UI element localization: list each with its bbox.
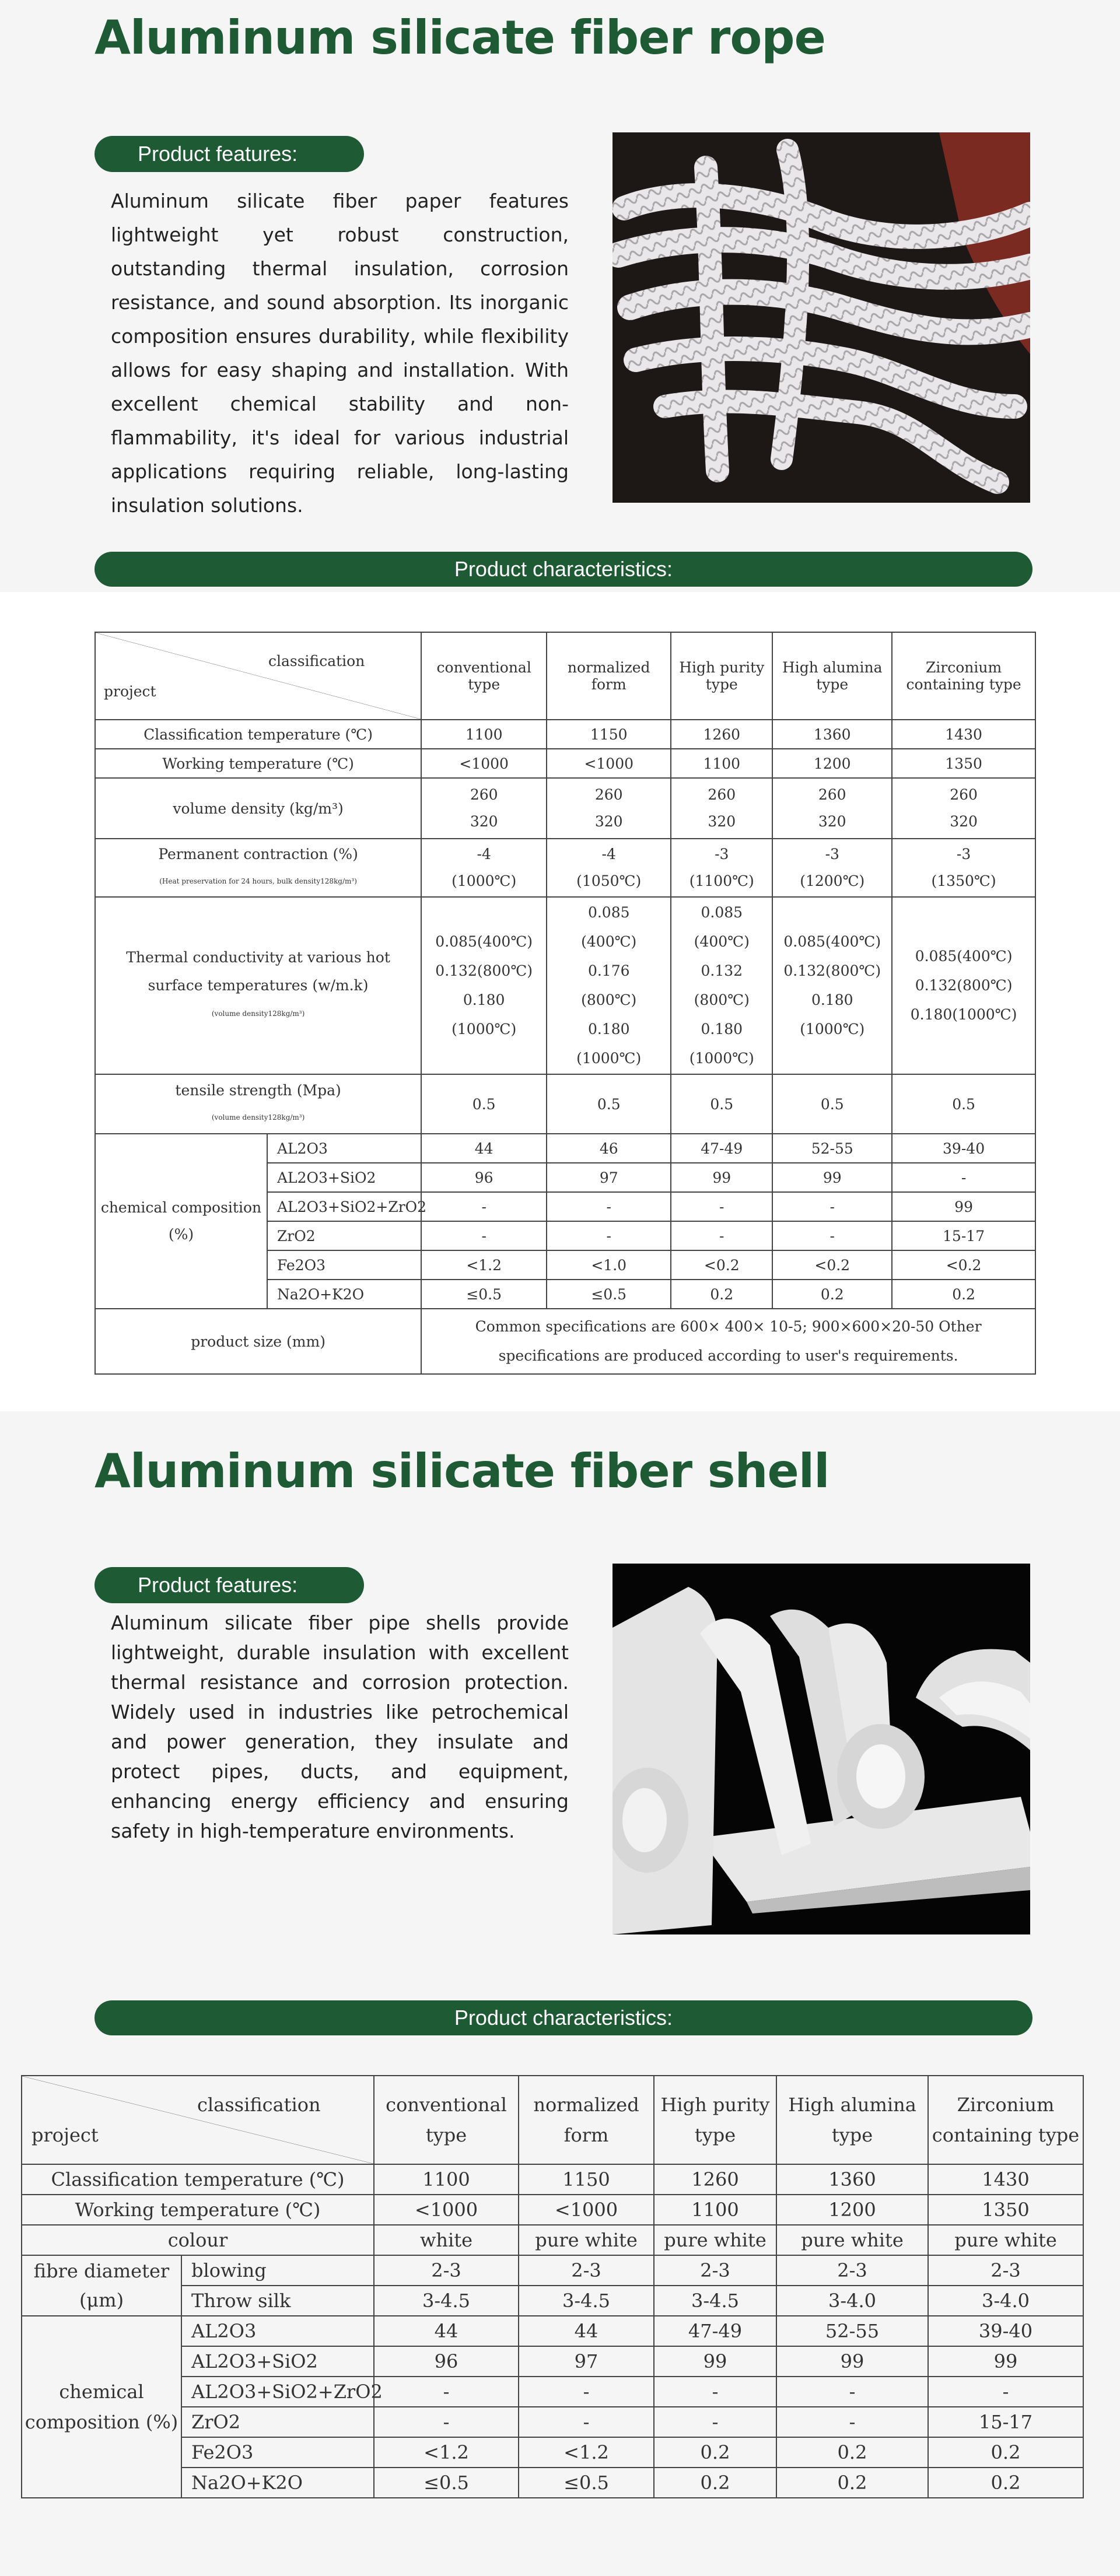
table-cell: 260 320 bbox=[892, 778, 1035, 839]
row-label: Working temperature (℃) bbox=[22, 2195, 374, 2225]
chem-name: AL2O3 bbox=[181, 2316, 374, 2346]
table-cell: 3-4.5 bbox=[654, 2286, 776, 2316]
table-cell: <0.2 bbox=[772, 1250, 892, 1280]
chem-name: Na2O+K2O bbox=[181, 2468, 374, 2498]
table-cell: 47-49 bbox=[671, 1134, 772, 1163]
rope-spec-table bbox=[94, 632, 1036, 1375]
table-cell: 99 bbox=[654, 2346, 776, 2377]
table-cell: pure white bbox=[654, 2225, 776, 2255]
table-cell: 44 bbox=[519, 2316, 654, 2346]
col-header: High alumina type bbox=[776, 2076, 928, 2164]
table-cell: 99 bbox=[772, 1163, 892, 1192]
tensile-note: (volume density128kg/m³) bbox=[211, 1113, 305, 1121]
table-cell: 0.5 bbox=[421, 1074, 547, 1134]
table-cell: 0.2 bbox=[654, 2468, 776, 2498]
chemical-label: chemical composition (%) bbox=[95, 1134, 267, 1309]
row-label: product size (mm) bbox=[95, 1309, 421, 1374]
fibre-name: blowing bbox=[181, 2255, 374, 2286]
row-label bbox=[95, 839, 421, 897]
table-cell: 15-17 bbox=[928, 2407, 1083, 2437]
table-cell: -4 (1000℃) bbox=[421, 839, 547, 897]
table-cell: <1.2 bbox=[519, 2437, 654, 2468]
shell-description: Aluminum silicate fiber pipe shells provide lightweight, durable insulation with excellent thermal resistance and corrosion protection. Widely used in industries like petrochemical and power generation, they insulate and protect pipes, ducts, and equipment, enhancing energy efficiency and ensuring safety in high-temperature environments. bbox=[111, 1611, 569, 1842]
table-cell: ≤0.5 bbox=[547, 1280, 671, 1309]
table-cell: 260 320 bbox=[421, 778, 547, 839]
table-cell: 99 bbox=[892, 1192, 1035, 1221]
chem-name: Na2O+K2O bbox=[267, 1280, 421, 1309]
table-cell: 1100 bbox=[654, 2195, 776, 2225]
table-cell: 0.085 (400℃) 0.132 (800℃) 0.180 (1000℃) bbox=[671, 897, 772, 1074]
col-header: normalized form bbox=[547, 632, 671, 720]
table-cell: 0.2 bbox=[776, 2437, 928, 2468]
table-cell: - bbox=[547, 1192, 671, 1221]
table-cell: - bbox=[547, 1221, 671, 1250]
rope-description: Aluminum silicate fiber paper features lightweight yet robust construction, outstanding thermal insulation, corrosion resistance, and sound absorption. Its inorganic composition ensures durability, while flexibility allows for easy shaping and installation. With excellent chemical stability and non-flammability, it's ideal for various industrial applications requiring reliable, long-lasting insulation solutions. bbox=[111, 190, 569, 517]
table-cell: 1430 bbox=[928, 2164, 1083, 2195]
table-cell: 96 bbox=[374, 2346, 519, 2377]
table-cell: white bbox=[374, 2225, 519, 2255]
table-cell: 2-3 bbox=[654, 2255, 776, 2286]
table-corner-header bbox=[22, 2076, 374, 2164]
table-cell: 0.2 bbox=[928, 2437, 1083, 2468]
table-cell: 0.5 bbox=[772, 1074, 892, 1134]
shell-product-photo bbox=[612, 1564, 1030, 1934]
table-cell: 0.2 bbox=[892, 1280, 1035, 1309]
table-cell: 1200 bbox=[772, 749, 892, 778]
table-cell: 99 bbox=[776, 2346, 928, 2377]
conductivity-note: (volume density128kg/m³) bbox=[211, 1010, 305, 1018]
table-cell: 0.2 bbox=[776, 2468, 928, 2498]
contraction-label: Permanent contraction (%) bbox=[158, 846, 358, 863]
header-project: project bbox=[32, 2124, 99, 2146]
row-label: Classification temperature (℃) bbox=[22, 2164, 374, 2195]
table-cell: - bbox=[671, 1192, 772, 1221]
chem-name: AL2O3+SiO2+ZrO2 bbox=[267, 1192, 421, 1221]
table-cell: ≤0.5 bbox=[421, 1280, 547, 1309]
chem-name: Fe2O3 bbox=[267, 1250, 421, 1280]
table-cell: <1000 bbox=[374, 2195, 519, 2225]
table-cell: - bbox=[421, 1221, 547, 1250]
table-cell: - bbox=[892, 1163, 1035, 1192]
table-cell: 0.2 bbox=[654, 2437, 776, 2468]
table-cell: 3-4.0 bbox=[928, 2286, 1083, 2316]
chem-name: AL2O3+SiO2+ZrO2 bbox=[181, 2377, 374, 2407]
table-cell: -3 (1200℃) bbox=[772, 839, 892, 897]
table-cell: 1200 bbox=[776, 2195, 928, 2225]
table-cell: 96 bbox=[421, 1163, 547, 1192]
table-cell: 44 bbox=[421, 1134, 547, 1163]
table-cell: 0.085(400℃) 0.132(800℃) 0.180 (1000℃) bbox=[421, 897, 547, 1074]
chem-name: ZrO2 bbox=[181, 2407, 374, 2437]
col-header: High purity type bbox=[654, 2076, 776, 2164]
table-cell: pure white bbox=[928, 2225, 1083, 2255]
table-cell: 1260 bbox=[654, 2164, 776, 2195]
table-cell: - bbox=[772, 1221, 892, 1250]
table-cell: 44 bbox=[374, 2316, 519, 2346]
table-cell: 260 320 bbox=[772, 778, 892, 839]
table-cell: <1.0 bbox=[547, 1250, 671, 1280]
table-cell: pure white bbox=[519, 2225, 654, 2255]
chem-name: AL2O3+SiO2 bbox=[267, 1163, 421, 1192]
table-cell: 1350 bbox=[892, 749, 1035, 778]
row-label: Working temperature (℃) bbox=[95, 749, 421, 778]
table-cell: 2-3 bbox=[776, 2255, 928, 2286]
table-cell: 1150 bbox=[519, 2164, 654, 2195]
table-cell: 99 bbox=[671, 1163, 772, 1192]
table-cell: 0.5 bbox=[892, 1074, 1035, 1134]
table-cell: 260 320 bbox=[671, 778, 772, 839]
table-cell: <1000 bbox=[421, 749, 547, 778]
table-cell: 1100 bbox=[671, 749, 772, 778]
table-cell: 39-40 bbox=[892, 1134, 1035, 1163]
table-cell: 15-17 bbox=[892, 1221, 1035, 1250]
col-header: Zirconium containing type bbox=[928, 2076, 1083, 2164]
col-header: Zirconium containing type bbox=[892, 632, 1035, 720]
table-cell: 0.5 bbox=[671, 1074, 772, 1134]
table-cell: 1260 bbox=[671, 720, 772, 749]
page-title-shell: Aluminum silicate fiber shell bbox=[94, 1444, 830, 1498]
chem-name: AL2O3+SiO2 bbox=[181, 2346, 374, 2377]
table-cell: <1000 bbox=[519, 2195, 654, 2225]
table-cell: <1.2 bbox=[421, 1250, 547, 1280]
rope-product-photo bbox=[612, 132, 1030, 503]
table-cell: 97 bbox=[519, 2346, 654, 2377]
fibre-label: fibre diameter (μm) bbox=[22, 2255, 181, 2316]
table-cell: 47-49 bbox=[654, 2316, 776, 2346]
table-cell: ≤0.5 bbox=[374, 2468, 519, 2498]
chem-name: Fe2O3 bbox=[181, 2437, 374, 2468]
tensile-label: tensile strength (Mpa) bbox=[175, 1082, 341, 1099]
table-cell: 1100 bbox=[421, 720, 547, 749]
table-cell: 2-3 bbox=[519, 2255, 654, 2286]
characteristics-bar-rope: Product characteristics: bbox=[94, 552, 1032, 587]
table-cell: - bbox=[374, 2407, 519, 2437]
table-cell: <1000 bbox=[547, 749, 671, 778]
table-cell: - bbox=[776, 2377, 928, 2407]
table-cell: 0.2 bbox=[671, 1280, 772, 1309]
table-cell: 0.2 bbox=[928, 2468, 1083, 2498]
table-corner-header bbox=[95, 632, 421, 720]
table-cell: 1360 bbox=[772, 720, 892, 749]
header-project: project bbox=[104, 683, 156, 700]
row-label bbox=[95, 1074, 421, 1134]
table-cell: - bbox=[772, 1192, 892, 1221]
characteristics-bar-shell: Product characteristics: bbox=[94, 2000, 1032, 2035]
chem-name: AL2O3 bbox=[267, 1134, 421, 1163]
table-cell: 2-3 bbox=[928, 2255, 1083, 2286]
header-classification: classification bbox=[268, 653, 365, 670]
table-cell: 1100 bbox=[374, 2164, 519, 2195]
table-cell: 1350 bbox=[928, 2195, 1083, 2225]
table-cell: 97 bbox=[547, 1163, 671, 1192]
table-cell: 3-4.0 bbox=[776, 2286, 928, 2316]
row-label: volume density (kg/m³) bbox=[95, 778, 421, 839]
features-label-rope: Product features: bbox=[94, 136, 364, 172]
table-cell: - bbox=[374, 2377, 519, 2407]
row-label bbox=[95, 897, 421, 1074]
size-value: Common specifications are 600× 400× 10-5; 900×600×20-50 Other specifications are produced according to user's requirements. bbox=[421, 1309, 1035, 1374]
header-classification: classification bbox=[197, 2094, 321, 2116]
table-cell: - bbox=[928, 2377, 1083, 2407]
chem-name: ZrO2 bbox=[267, 1221, 421, 1250]
features-label-shell: Product features: bbox=[94, 1567, 364, 1603]
table-cell: pure white bbox=[776, 2225, 928, 2255]
table-cell: 0.085(400℃) 0.132(800℃) 0.180(1000℃) bbox=[892, 897, 1035, 1074]
col-header: High alumina type bbox=[772, 632, 892, 720]
col-header: conventional type bbox=[421, 632, 547, 720]
table-cell: ≤0.5 bbox=[519, 2468, 654, 2498]
table-cell: - bbox=[654, 2407, 776, 2437]
table-cell: - bbox=[519, 2377, 654, 2407]
table-cell: 0.5 bbox=[547, 1074, 671, 1134]
row-label: Classification temperature (℃) bbox=[95, 720, 421, 749]
table-cell: 2-3 bbox=[374, 2255, 519, 2286]
table-cell: -3 (1100℃) bbox=[671, 839, 772, 897]
table-cell: -3 (1350℃) bbox=[892, 839, 1035, 897]
conductivity-label: Thermal conductivity at various hot surface temperatures (w/m.k) bbox=[126, 949, 390, 994]
page-title-rope: Aluminum silicate fiber rope bbox=[94, 10, 825, 65]
table-cell: 52-55 bbox=[772, 1134, 892, 1163]
table-cell: 3-4.5 bbox=[374, 2286, 519, 2316]
table-cell: 1150 bbox=[547, 720, 671, 749]
col-header: High purity type bbox=[671, 632, 772, 720]
table-cell: - bbox=[671, 1221, 772, 1250]
table-cell: 0.085(400℃) 0.132(800℃) 0.180 (1000℃) bbox=[772, 897, 892, 1074]
table-cell: 0.2 bbox=[772, 1280, 892, 1309]
table-cell: 46 bbox=[547, 1134, 671, 1163]
shell-spec-table bbox=[21, 2075, 1084, 2498]
table-cell: - bbox=[776, 2407, 928, 2437]
fibre-name: Throw silk bbox=[181, 2286, 374, 2316]
col-header: conventional type bbox=[374, 2076, 519, 2164]
table-cell: 3-4.5 bbox=[519, 2286, 654, 2316]
table-cell: 1430 bbox=[892, 720, 1035, 749]
table-cell: 1360 bbox=[776, 2164, 928, 2195]
table-cell: 39-40 bbox=[928, 2316, 1083, 2346]
table-cell: - bbox=[421, 1192, 547, 1221]
contraction-note: (Heat preservation for 24 hours, bulk density128kg/m³) bbox=[159, 877, 357, 885]
table-cell: <0.2 bbox=[892, 1250, 1035, 1280]
table-cell: 52-55 bbox=[776, 2316, 928, 2346]
table-cell: - bbox=[654, 2377, 776, 2407]
row-label: colour bbox=[22, 2225, 374, 2255]
table-cell: -4 (1050℃) bbox=[547, 839, 671, 897]
col-header: normalized form bbox=[519, 2076, 654, 2164]
chemical-label: chemical composition (%) bbox=[22, 2316, 181, 2498]
table-cell: 260 320 bbox=[547, 778, 671, 839]
table-cell: 0.085 (400℃) 0.176 (800℃) 0.180 (1000℃) bbox=[547, 897, 671, 1074]
table-cell: - bbox=[519, 2407, 654, 2437]
table-cell: <0.2 bbox=[671, 1250, 772, 1280]
table-cell: 99 bbox=[928, 2346, 1083, 2377]
table-cell: <1.2 bbox=[374, 2437, 519, 2468]
